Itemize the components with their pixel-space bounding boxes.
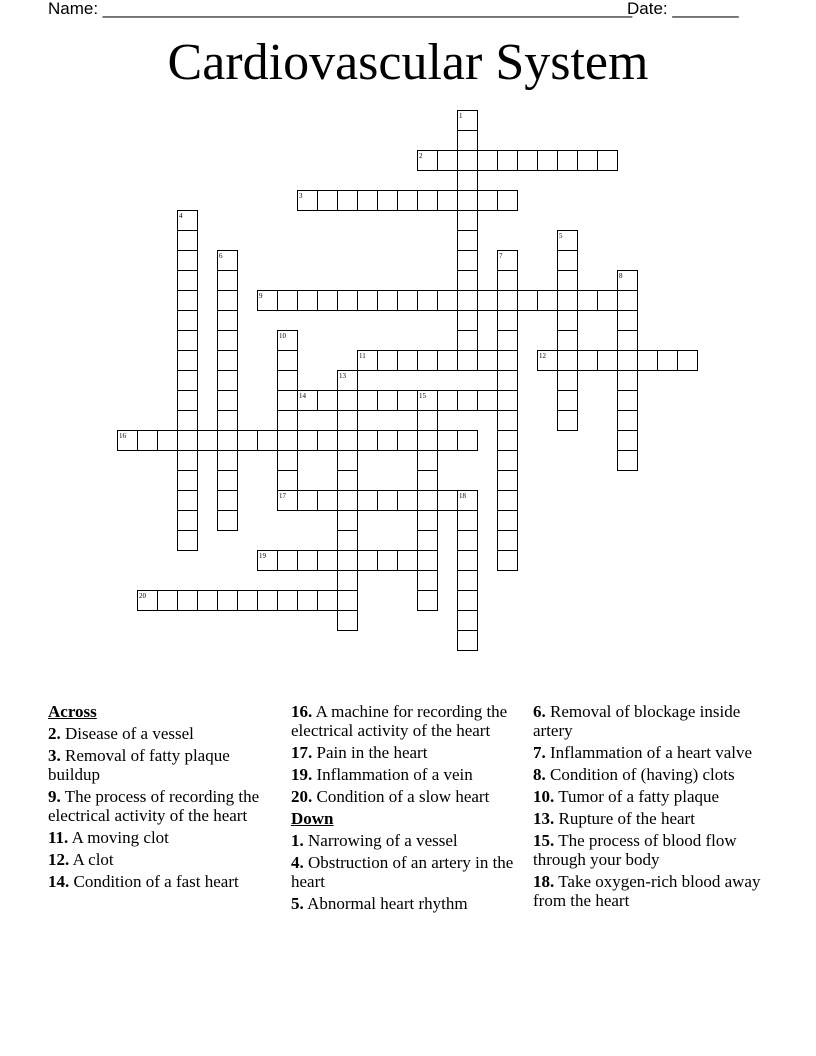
grid-cell[interactable]: [458, 331, 478, 351]
grid-cell[interactable]: [618, 451, 638, 471]
grid-cell[interactable]: [338, 451, 358, 471]
clue-number-label: 17.: [291, 743, 313, 762]
grid-cell[interactable]: [278, 411, 298, 431]
grid-cell[interactable]: [558, 151, 578, 171]
grid-cell[interactable]: [338, 191, 358, 211]
clue-number-label: 12.: [48, 850, 70, 869]
clue-section-heading: Across: [48, 702, 97, 721]
grid-cell[interactable]: [198, 431, 218, 451]
grid-cell[interactable]: [318, 191, 338, 211]
grid-cell[interactable]: [458, 431, 478, 451]
grid-cell[interactable]: [218, 311, 238, 331]
clue-number-label: 1.: [291, 831, 304, 850]
grid-cell[interactable]: [458, 131, 478, 151]
grid-cell[interactable]: [178, 271, 198, 291]
clue-number-label: 11.: [48, 828, 69, 847]
grid-cell[interactable]: [338, 391, 358, 411]
grid-cell[interactable]: [218, 411, 238, 431]
clue-number: 16: [119, 432, 126, 440]
clue-number-label: 8.: [533, 765, 546, 784]
grid-cell[interactable]: [458, 211, 478, 231]
grid-cell[interactable]: [538, 291, 558, 311]
clue-number: 11: [359, 352, 366, 360]
clue-across: [291, 787, 527, 806]
clue-down: [291, 853, 527, 891]
grid-cell[interactable]: [418, 451, 438, 471]
grid-cell[interactable]: [298, 551, 318, 571]
clue-number: 5: [559, 232, 563, 240]
grid-cell[interactable]: [618, 311, 638, 331]
clues-column-2: [291, 702, 527, 916]
grid-cell[interactable]: [178, 471, 198, 491]
grid-cell[interactable]: [338, 551, 358, 571]
grid-cell[interactable]: [498, 151, 518, 171]
grid-cell[interactable]: [338, 491, 358, 511]
grid-cell[interactable]: [458, 151, 478, 171]
clue-down: [291, 831, 527, 850]
clue-text: The process of recording the electrical activity of the heart: [48, 787, 260, 825]
grid-cell[interactable]: [458, 571, 478, 591]
grid-cell[interactable]: [578, 291, 598, 311]
grid-cell[interactable]: [478, 191, 498, 211]
clue-number-label: 14.: [48, 872, 70, 891]
clue-text: The process of blood flow through your body: [533, 831, 737, 869]
grid-cell[interactable]: [458, 191, 478, 211]
clue-across: [48, 828, 284, 847]
grid-cell[interactable]: [558, 251, 578, 271]
grid-cell[interactable]: [618, 411, 638, 431]
grid-cell[interactable]: [238, 431, 258, 451]
grid-cell[interactable]: [418, 531, 438, 551]
grid-cell[interactable]: [218, 451, 238, 471]
clue-number-label: 3.: [48, 746, 61, 765]
grid-cell[interactable]: [438, 431, 458, 451]
grid-cell[interactable]: [278, 451, 298, 471]
clue-number-label: 13.: [533, 809, 555, 828]
grid-cell[interactable]: [498, 491, 518, 511]
clue-down: [533, 809, 769, 828]
grid-cell[interactable]: [378, 351, 398, 371]
grid-cell[interactable]: [458, 611, 478, 631]
clue-down: [291, 894, 527, 913]
clue-text: Condition of a slow heart: [316, 787, 490, 806]
grid-cell[interactable]: [258, 591, 278, 611]
grid-cell[interactable]: [358, 551, 378, 571]
clue-number: 18: [459, 492, 466, 500]
clue-down: [533, 872, 769, 910]
grid-cell[interactable]: [418, 571, 438, 591]
grid-cell[interactable]: [618, 371, 638, 391]
grid-cell[interactable]: [218, 591, 238, 611]
clue-number-label: 2.: [48, 724, 61, 743]
grid-cell[interactable]: [178, 491, 198, 511]
grid-cell[interactable]: [618, 351, 638, 371]
clue-section-heading: Down: [291, 809, 334, 828]
grid-cell[interactable]: [158, 591, 178, 611]
clue-number-label: 16.: [291, 702, 313, 721]
grid-cell[interactable]: [498, 371, 518, 391]
grid-cell[interactable]: [278, 391, 298, 411]
grid-cell[interactable]: [498, 431, 518, 451]
grid-cell[interactable]: [458, 551, 478, 571]
grid-cell[interactable]: [498, 391, 518, 411]
grid-cell[interactable]: [438, 191, 458, 211]
clue-number-label: 4.: [291, 853, 304, 872]
clue-text: Narrowing of a vessel: [308, 831, 458, 850]
clue-down: [533, 831, 769, 869]
grid-cell[interactable]: [418, 491, 438, 511]
grid-cell[interactable]: [678, 351, 698, 371]
grid-cell[interactable]: [498, 511, 518, 531]
grid-cell[interactable]: [498, 551, 518, 571]
grid-cell[interactable]: [218, 511, 238, 531]
grid-cell[interactable]: [478, 291, 498, 311]
grid-cell[interactable]: [318, 391, 338, 411]
grid-cell[interactable]: [438, 491, 458, 511]
grid-cell[interactable]: [498, 191, 518, 211]
grid-cell[interactable]: [398, 431, 418, 451]
grid-cell[interactable]: [318, 431, 338, 451]
clue-down: [533, 702, 769, 740]
grid-cell[interactable]: [178, 291, 198, 311]
grid-cell[interactable]: [278, 371, 298, 391]
grid-cell[interactable]: [478, 391, 498, 411]
grid-cell[interactable]: [298, 491, 318, 511]
clue-text: Pain in the heart: [316, 743, 428, 762]
grid-cell[interactable]: [178, 251, 198, 271]
grid-cell[interactable]: [278, 471, 298, 491]
clue-text: A clot: [72, 850, 114, 869]
clue-text: Condition of a fast heart: [73, 872, 239, 891]
grid-cell[interactable]: [458, 631, 478, 651]
grid-cell[interactable]: [178, 591, 198, 611]
grid-cell[interactable]: [558, 371, 578, 391]
clue-number: 6: [219, 252, 223, 260]
clue-text: Take oxygen-rich blood away from the heart: [533, 872, 761, 910]
clue-number: 10: [279, 332, 286, 340]
clue-number-label: 6.: [533, 702, 546, 721]
clue-number-label: 10.: [533, 787, 555, 806]
grid-cell[interactable]: [618, 431, 638, 451]
grid-cell[interactable]: [438, 151, 458, 171]
grid-cell[interactable]: [558, 331, 578, 351]
grid-cell[interactable]: [618, 291, 638, 311]
grid-cell[interactable]: [458, 311, 478, 331]
clue-number-label: 20.: [291, 787, 313, 806]
clue-text: Tumor of a fatty plaque: [558, 787, 720, 806]
grid-cell[interactable]: [398, 391, 418, 411]
grid-cell[interactable]: [458, 291, 478, 311]
grid-cell[interactable]: [378, 431, 398, 451]
grid-cell[interactable]: [138, 431, 158, 451]
page-title: Cardiovascular System: [167, 34, 649, 91]
clue-number-label: 5.: [291, 894, 304, 913]
grid-cell[interactable]: [178, 431, 198, 451]
grid-cell[interactable]: [338, 571, 358, 591]
clue-text: Inflammation of a vein: [316, 765, 473, 784]
grid-cell[interactable]: [598, 351, 618, 371]
grid-cell[interactable]: [458, 391, 478, 411]
grid-cell[interactable]: [658, 351, 678, 371]
grid-cell[interactable]: [418, 291, 438, 311]
grid-cell[interactable]: [378, 491, 398, 511]
clue-number: 3: [299, 192, 303, 200]
grid-cell[interactable]: [618, 391, 638, 411]
grid-cell[interactable]: [498, 531, 518, 551]
grid-cell[interactable]: [558, 391, 578, 411]
name-field-label: Name: ________________________________________________________: [48, 0, 633, 18]
grid-cell[interactable]: [178, 231, 198, 251]
grid-cell[interactable]: [318, 491, 338, 511]
grid-cell[interactable]: [498, 471, 518, 491]
grid-cell[interactable]: [298, 591, 318, 611]
grid-cell[interactable]: [418, 411, 438, 431]
grid-cell[interactable]: [218, 391, 238, 411]
clue-number: 15: [419, 392, 426, 400]
clue-text: Disease of a vessel: [65, 724, 194, 743]
grid-cell[interactable]: [418, 431, 438, 451]
grid-cell[interactable]: [338, 291, 358, 311]
grid-cell[interactable]: [398, 191, 418, 211]
grid-cell[interactable]: [458, 231, 478, 251]
grid-cell[interactable]: [418, 191, 438, 211]
clue-text: Removal of fatty plaque buildup: [48, 746, 230, 784]
clue-across: [291, 743, 527, 762]
clue-across: [291, 702, 527, 740]
grid-cell[interactable]: [418, 551, 438, 571]
clue-down: [533, 787, 769, 806]
clue-number-label: 15.: [533, 831, 555, 850]
date-field-label: Date: _______: [627, 0, 739, 18]
grid-cell[interactable]: [178, 511, 198, 531]
clue-down: [533, 765, 769, 784]
clue-down: [533, 743, 769, 762]
grid-cell[interactable]: [278, 291, 298, 311]
grid-cell[interactable]: [158, 431, 178, 451]
grid-cell[interactable]: [458, 511, 478, 531]
grid-cell[interactable]: [458, 591, 478, 611]
grid-cell[interactable]: [318, 291, 338, 311]
grid-cell[interactable]: [438, 291, 458, 311]
grid-cell[interactable]: [278, 591, 298, 611]
grid-cell[interactable]: [318, 591, 338, 611]
grid-cell[interactable]: [278, 351, 298, 371]
grid-cell[interactable]: [558, 271, 578, 291]
grid-cell[interactable]: [438, 351, 458, 371]
grid-cell[interactable]: [398, 551, 418, 571]
grid-cell[interactable]: [398, 491, 418, 511]
grid-cell[interactable]: [598, 151, 618, 171]
clue-across: [48, 872, 284, 891]
clue-across: [48, 746, 284, 784]
grid-cell[interactable]: [498, 291, 518, 311]
grid-cell[interactable]: [178, 351, 198, 371]
grid-cell[interactable]: [498, 331, 518, 351]
clue-text: Abnormal heart rhythm: [307, 894, 468, 913]
grid-cell[interactable]: [498, 411, 518, 431]
grid-cell[interactable]: [598, 291, 618, 311]
grid-cell[interactable]: [338, 591, 358, 611]
clue-number: 20: [139, 592, 146, 600]
grid-cell[interactable]: [178, 331, 198, 351]
clue-text: Removal of blockage inside artery: [533, 702, 741, 740]
grid-cell[interactable]: [358, 391, 378, 411]
grid-cell[interactable]: [578, 151, 598, 171]
clue-across: [291, 765, 527, 784]
grid-cell[interactable]: [218, 271, 238, 291]
grid-cell[interactable]: [538, 151, 558, 171]
grid-cell[interactable]: [278, 551, 298, 571]
grid-cell[interactable]: [498, 311, 518, 331]
grid-cell[interactable]: [378, 191, 398, 211]
clue-number: 8: [619, 272, 623, 280]
clue-number-label: 9.: [48, 787, 61, 806]
grid-cell[interactable]: [358, 291, 378, 311]
grid-cell[interactable]: [178, 411, 198, 431]
clue-text: Condition of (having) clots: [550, 765, 735, 784]
grid-cell[interactable]: [338, 511, 358, 531]
grid-cell[interactable]: [638, 351, 658, 371]
grid-cell[interactable]: [298, 291, 318, 311]
grid-cell[interactable]: [318, 551, 338, 571]
clues-column-3: [533, 702, 769, 913]
grid-cell[interactable]: [218, 491, 238, 511]
grid-cell[interactable]: [218, 431, 238, 451]
grid-cell[interactable]: [418, 591, 438, 611]
grid-cell[interactable]: [458, 531, 478, 551]
clue-number-label: 7.: [533, 743, 546, 762]
grid-cell[interactable]: [178, 451, 198, 471]
grid-cell[interactable]: [358, 431, 378, 451]
grid-cell[interactable]: [458, 251, 478, 271]
grid-cell[interactable]: [178, 531, 198, 551]
clue-across: [48, 850, 284, 869]
clue-across: [48, 724, 284, 743]
clue-text: Inflammation of a heart valve: [550, 743, 753, 762]
grid-cell[interactable]: [378, 551, 398, 571]
grid-cell[interactable]: [178, 311, 198, 331]
grid-cell[interactable]: [238, 591, 258, 611]
grid-cell[interactable]: [218, 331, 238, 351]
grid-cell[interactable]: [498, 271, 518, 291]
grid-cell[interactable]: [498, 351, 518, 371]
grid-cell[interactable]: [378, 291, 398, 311]
clue-number: 7: [499, 252, 503, 260]
clue-text: Obstruction of an artery in the heart: [291, 853, 514, 891]
grid-cell[interactable]: [218, 471, 238, 491]
grid-cell[interactable]: [458, 271, 478, 291]
grid-cell[interactable]: [338, 411, 358, 431]
grid-cell[interactable]: [618, 331, 638, 351]
clue-text: Rupture of the heart: [558, 809, 695, 828]
grid-cell[interactable]: [258, 431, 278, 451]
grid-cell[interactable]: [478, 351, 498, 371]
grid-cell[interactable]: [458, 171, 478, 191]
clue-text: A moving clot: [71, 828, 169, 847]
grid-cell[interactable]: [458, 351, 478, 371]
grid-cell[interactable]: [218, 351, 238, 371]
clue-number: 13: [339, 372, 346, 380]
grid-cell[interactable]: [398, 291, 418, 311]
grid-cell[interactable]: [558, 411, 578, 431]
grid-cell[interactable]: [218, 291, 238, 311]
grid-cell[interactable]: [558, 291, 578, 311]
grid-cell[interactable]: [398, 351, 418, 371]
grid-cell[interactable]: [518, 291, 538, 311]
grid-cell[interactable]: [518, 151, 538, 171]
grid-cell[interactable]: [358, 191, 378, 211]
grid-cell[interactable]: [338, 611, 358, 631]
grid-cell[interactable]: [278, 431, 298, 451]
grid-cell[interactable]: [498, 451, 518, 471]
grid-cell[interactable]: [378, 391, 398, 411]
clue-across: [48, 787, 284, 825]
grid-cell[interactable]: [418, 511, 438, 531]
grid-cell[interactable]: [418, 471, 438, 491]
grid-cell[interactable]: [578, 351, 598, 371]
grid-cell[interactable]: [178, 391, 198, 411]
clue-number: 12: [539, 352, 546, 360]
clue-number: 19: [259, 552, 266, 560]
clue-number: 4: [179, 212, 183, 220]
grid-cell[interactable]: [478, 151, 498, 171]
grid-cell[interactable]: [338, 531, 358, 551]
grid-cell[interactable]: [338, 471, 358, 491]
clue-number: 14: [299, 392, 306, 400]
clue-number-label: 18.: [533, 872, 555, 891]
grid-cell[interactable]: [218, 371, 238, 391]
grid-cell[interactable]: [358, 491, 378, 511]
grid-cell[interactable]: [198, 591, 218, 611]
clue-number: 1: [459, 112, 463, 120]
grid-cell[interactable]: [338, 431, 358, 451]
grid-cell[interactable]: [438, 391, 458, 411]
clue-number: 17: [279, 492, 286, 500]
clue-number-label: 19.: [291, 765, 313, 784]
grid-cell[interactable]: [558, 351, 578, 371]
clues-column-1: [48, 702, 284, 894]
grid-cell[interactable]: [418, 351, 438, 371]
clue-number: 9: [259, 292, 263, 300]
grid-cell[interactable]: [558, 311, 578, 331]
clue-number: 2: [419, 152, 423, 160]
grid-cell[interactable]: [298, 431, 318, 451]
clue-text: A machine for recording the electrical activity of the heart: [291, 702, 508, 740]
grid-cell[interactable]: [178, 371, 198, 391]
